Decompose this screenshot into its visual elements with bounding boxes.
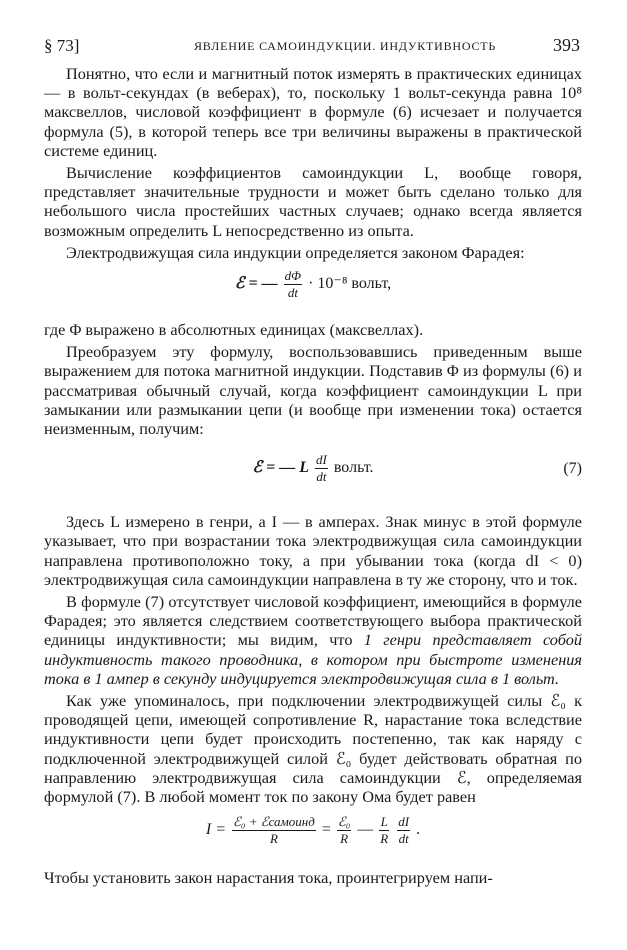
fraction-numerator: dI xyxy=(316,452,327,468)
running-header xyxy=(44,30,582,64)
paragraph-integration: Чтобы установить закон нарастания тока, проинтегрируем напи- xyxy=(44,868,493,888)
henry-definition-italic: 1 генри представляет собой индуктивность такого проводника, в котором при быстроте изменения тока в 1 ампер в секунду индуцируется электродвижущая сила в 1 вольт. xyxy=(44,630,582,688)
paragraph-practical-units: Понятно, что если и магнитный поток измерять в практических единицах — в вольт-секундах (в веберах), то, поскольку 1 вольт-секунда равна 10⁸ максвеллов, числовой коэффициент в формуле (6) исчезает и получается формула (5), в которой теперь все три величины выражены в практической системе единиц. xyxy=(44,64,582,160)
page-number: 393 xyxy=(553,35,580,55)
paragraph-henry-sign: Здесь L измерено в генри, а I — в амперах. Знак минус в этой формуле указывает, что при возрастании тока электродвижущая сила самоиндукции направлена противоположно току, а при убывании тока (когда dI < 0) электродвижущая сила самоиндукции направлена в ту же сторону, что и ток. xyxy=(44,512,582,589)
fraction-denominator: R xyxy=(380,831,389,847)
fraction-denominator: R xyxy=(269,831,278,847)
minus-sign: — xyxy=(357,821,374,839)
fraction xyxy=(284,268,302,301)
paragraph-faraday-law: Электродвижущая сила индукции определяется законом Фарадея: xyxy=(66,242,525,262)
formula-rhs: · 10⁻⁸ вольт, xyxy=(308,275,392,293)
period: . xyxy=(416,821,421,839)
paragraph-henry-definition xyxy=(44,592,582,688)
formula-faraday xyxy=(44,268,582,310)
fraction-numerator: dI xyxy=(398,814,410,830)
fraction-denominator: dt xyxy=(398,831,409,847)
book-page xyxy=(44,30,582,888)
formula-current xyxy=(44,814,582,858)
paragraph-text: В формуле (7) отсутствует числовой коэффициент, имеющийся в формуле Фарадея; это является следствием соответствующего выбора практической единицы индуктивности; мы видим, что xyxy=(44,592,582,650)
section-number: § 73] xyxy=(44,36,80,55)
fraction xyxy=(337,814,351,847)
fraction-numerator: ℰ₀ + ℰсамоинд xyxy=(233,814,315,830)
formula-rhs: вольт. xyxy=(333,459,374,477)
fraction-denominator: dt xyxy=(287,285,298,301)
paragraph-self-inductance-calc: Вычисление коэффициентов самоиндукции L, вообще говоря, представляет значительные трудности и может быть сделано только для небольшого числа простейших частных случаев; однако всегда является возможным определить L непосредственно из опыта. xyxy=(44,163,582,240)
fraction-numerator: L xyxy=(380,814,388,830)
equals-sign: = xyxy=(321,821,331,839)
formula-lhs: ℰ = — xyxy=(234,275,278,293)
chapter-title: ЯВЛЕНИЕ САМОИНДУКЦИИ. ИНДУКТИВНОСТЬ xyxy=(194,39,497,53)
formula-lhs: I = xyxy=(205,821,227,839)
fraction xyxy=(397,814,410,847)
fraction-numerator: dΦ xyxy=(284,268,302,284)
fraction-numerator: ℰ₀ xyxy=(337,814,351,830)
formula-7 xyxy=(44,452,582,500)
equation-number: (7) xyxy=(563,460,582,478)
fraction xyxy=(232,814,316,847)
paragraph-transform: Преобразуем эту формулу, воспользовавшись приведенным выше выражением для потока магнитной индукции. Подставив Φ из формулы (6) и рассматривая обычный случай, когда коэффициент самоиндукции L при замыкании или размыкании цепи (и вообще при изменении тока) остается неизменным, получим: xyxy=(44,342,582,439)
fraction xyxy=(379,814,389,847)
formula-lhs: ℰ = — L xyxy=(252,459,310,477)
paragraph-ohm-law: Как уже упоминалось, при подключении электродвижущей силы ℰ₀ к проводящей цепи, имеющей сопротивление R, нарастание тока вследствие индуктивности цепи будет происходить постепенно, так как наряду с подключенной электродвижущей силой ℰ₀ будет действовать обратная по направлению электродвижущая сила самоиндукции ℰ, определяемая формулой (7). В любой момент ток по закону Ома будет равен xyxy=(44,691,582,807)
fraction-denominator: dt xyxy=(316,469,327,485)
fraction xyxy=(315,452,328,485)
paragraph-absolute-units: где Φ выражено в абсолютных единицах (максвеллах). xyxy=(44,320,424,340)
fraction-denominator: R xyxy=(340,831,349,847)
